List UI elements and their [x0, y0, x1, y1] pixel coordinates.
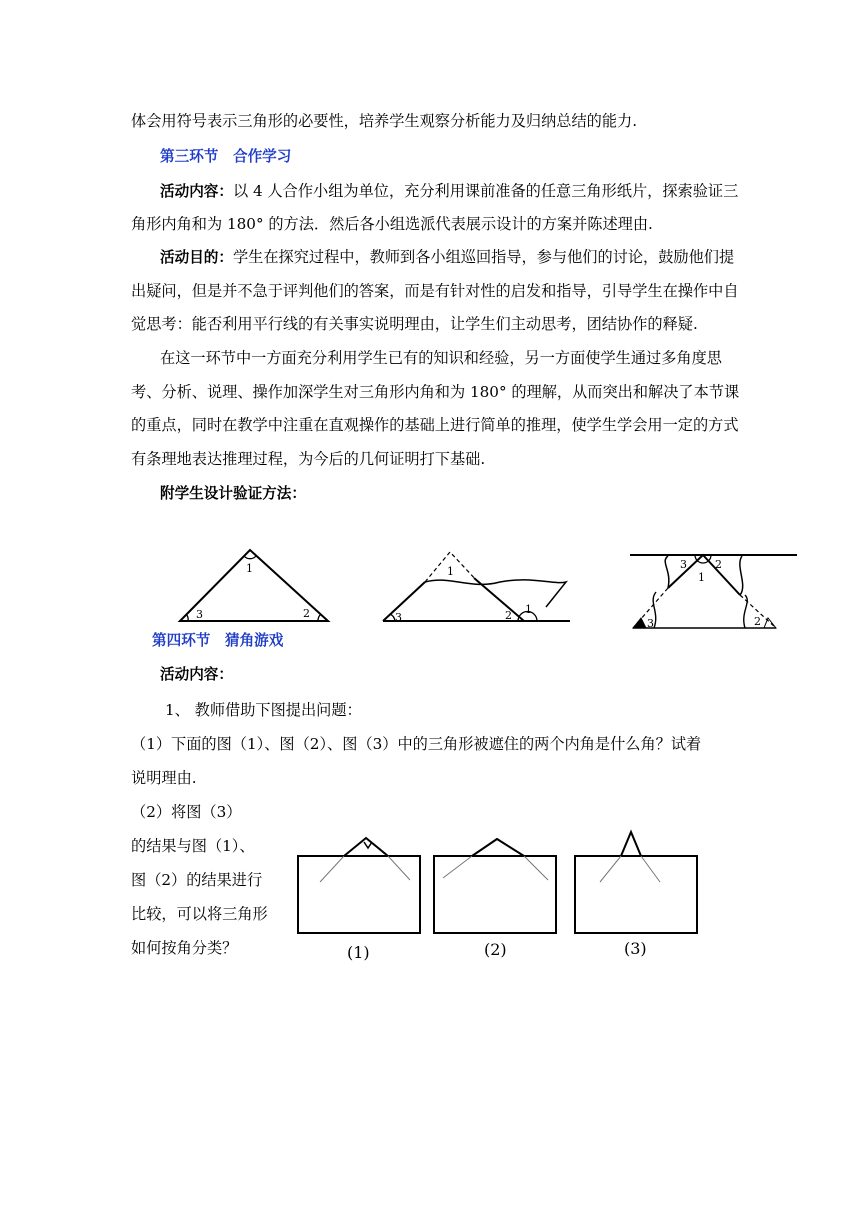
guess-fig2-hidden-sides — [443, 856, 548, 880]
para-line2: 考、分析、说理、操作加深学生对三角形内角和为 180° 的理解，从而突出和解决了本节课 — [131, 383, 740, 401]
section3-heading: 第三环节 合作学习 — [160, 148, 292, 165]
proof-a-label3: 3 — [196, 608, 203, 621]
proof-c-label3-top: 3 — [680, 558, 687, 571]
proof-b-label1-top: 1 — [447, 565, 454, 578]
proof-b-label1-folded: 1 — [525, 603, 532, 616]
proof-c-label2-top: 2 — [715, 558, 722, 571]
q2-line1: （2）将图（3） — [131, 803, 242, 821]
proof-c-label2: 2 — [754, 615, 761, 628]
activity-goal-line2: 出疑问，但是并不急于评判他们的答案，而是有针对性的启发和指导，引导学生在操作中自 — [131, 282, 739, 300]
proof-b-label2: 2 — [505, 609, 512, 622]
proof-b-label3: 3 — [395, 611, 402, 624]
proof-a-label2: 2 — [303, 607, 310, 620]
guess-fig1-hidden-sides — [320, 856, 410, 882]
section4-heading: 第四环节 猜角游戏 — [152, 632, 284, 649]
guess-fig2-apex — [472, 839, 524, 856]
q1-line2: 说明理由. — [131, 769, 197, 787]
activity-goal-line1: 活动目的：学生在探究过程中，教师到各小组巡回指导，参与他们的讨论，鼓励他们提 — [160, 248, 735, 266]
activity-content-label: 活动内容： — [160, 183, 233, 200]
proof-a-label1: 1 — [246, 562, 253, 575]
guess-caption-3: (3) — [624, 939, 647, 958]
intro-line: 体会用符号表示三角形的必要性，培养学生观察分析能力及归纳总结的能力. — [131, 112, 638, 130]
activity-content2-label: 活动内容： — [160, 666, 233, 683]
activity-content-line2: 角形内角和为 180° 的方法．然后各小组选派代表展示设计的方案并陈述理由. — [131, 215, 653, 233]
q2-line3: 图（2）的结果进行 — [131, 871, 263, 889]
para-line3: 的重点，同时在教学中注重在直观操作的基础上进行简单的推理，使学生学会用一定的方式 — [131, 416, 739, 434]
guess-fig2-rect — [434, 856, 556, 933]
guess-fig3-hidden-sides — [600, 856, 660, 882]
guess-fig3-apex — [621, 832, 641, 856]
activity-goal-label: 活动目的： — [160, 249, 233, 266]
guess-fig1-rect — [298, 856, 420, 933]
activity-goal-line3: 觉思考：能否利用平行线的有关事实说明理由，让学生们主动思考，团结协作的释疑. — [131, 315, 698, 333]
para-line1: 在这一环节中一方面充分利用学生已有的知识和经验，另一方面使学生通过多角度思 — [160, 349, 722, 367]
guess-caption-2: (2) — [484, 940, 507, 959]
proof-c-label3: 3 — [647, 617, 654, 630]
proof-c-label1: 1 — [698, 571, 705, 584]
activity-content-line1: 活动内容：以 4 人合作小组为单位，充分利用课前准备的任意三角形纸片，探索验证三 — [160, 182, 739, 200]
q2-line2: 的结果与图（1）、 — [131, 837, 255, 855]
q1-line1: （1）下面的图（1）、图（2）、图（3）中的三角形被遮住的两个内角是什么角？试着 — [131, 735, 702, 753]
guess-fig1-apex — [344, 838, 388, 856]
guess-caption-1: (1) — [347, 943, 370, 962]
attach-heading: 附学生设计验证方法： — [160, 485, 306, 502]
guess-fig1-right-angle-mark — [364, 842, 372, 848]
guess-fig3-rect — [575, 856, 697, 933]
item1-line: 1、 教师借助下图提出问题： — [165, 701, 362, 719]
q2-line4: 比较，可以将三角形 — [131, 905, 268, 923]
para-line4: 有条理地表达推理过程，为今后的几何证明打下基础. — [131, 450, 486, 468]
q2-line5: 如何按角分类？ — [131, 939, 238, 957]
